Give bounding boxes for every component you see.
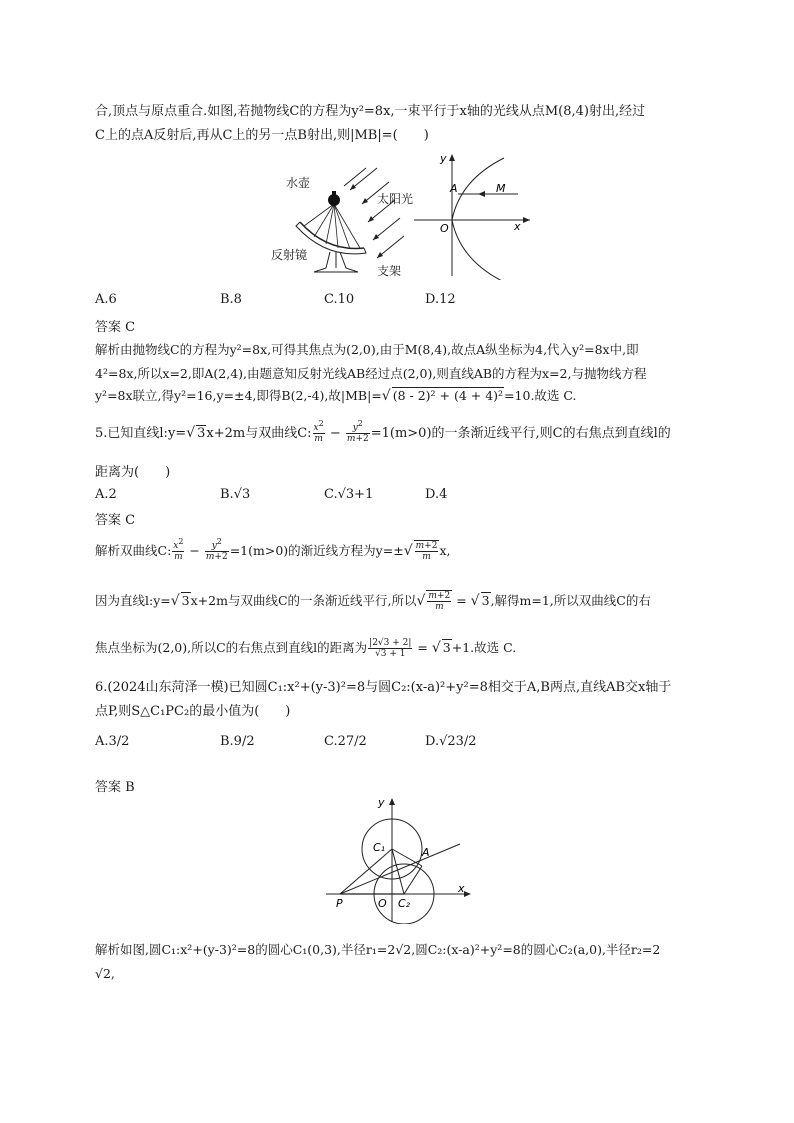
q5-stem-line2: 距离为( ) <box>95 465 171 480</box>
circles-p-label: P <box>336 897 343 910</box>
q5-stem-a: 5.已知直线l:y= <box>95 426 187 441</box>
circles-y-label: y <box>378 796 385 809</box>
q5-sol2-b: x+2m与双曲线C的一条渐近线平行,所以 <box>190 593 417 608</box>
fig-label-sunlight: 太阳光 <box>377 192 414 206</box>
q6-solution-line2: √2, <box>95 966 115 981</box>
parabola-figure <box>412 150 538 280</box>
q4-solution-line3-a: y²=8x联立,得y²=16,y=±4,即得B(2,-4),故|MB|= <box>95 388 382 403</box>
q6-option-a: A.3/2 <box>95 734 130 749</box>
q6-stem-line1: 6.(2024山东菏泽一模)已知圆C₁:x²+(y-3)²=8与圆C₂:(x-a)²+y²=8相交于A,B两点,直线AB交x轴于 <box>95 680 672 695</box>
q5-option-c: C.√3+1 <box>324 487 374 502</box>
q4-option-a: A.6 <box>95 292 117 307</box>
q5-sol2-a: 因为直线l:y= <box>95 593 171 608</box>
circles-o-label: O <box>378 897 387 910</box>
fig-label-kettle: 水壶 <box>286 176 311 190</box>
parabola-y-label: y <box>440 152 447 165</box>
q6-option-c: C.27/2 <box>324 734 367 749</box>
parabola-x-label: x <box>514 220 521 233</box>
parabola-point-m-label: M <box>496 182 506 195</box>
q4-answer: 答案 C <box>95 320 136 335</box>
q5-stem-line1: 5.已知直线l:y=√ 3x+2m与双曲线C: $\frac{x^2}{m}$ − $\frac{y^2}{m+2}$ =1(m>0)的一条渐近线平行,则C的右焦点到直线l的 <box>95 419 671 444</box>
q5-sol1-b: =1(m>0)的渐近线方程为y=± <box>229 543 404 558</box>
q4-stem-line1: 合,顶点与原点重合.如图,若抛物线C的方程为y²=8x,一束平行于x轴的光线从点M(8,4)射出,经过 <box>95 104 646 119</box>
q4-solution-line2: 4²=8x,所以x=2,即A(2,4),由题意知反射光线AB经过点(2,0),则直线AB的方程为x=2,与抛物线方程 <box>95 366 647 381</box>
circles-x-label: x <box>458 882 465 895</box>
q5-solution-line2: 因为直线l:y=√ 3x+2m与双曲线C的一条渐近线平行,所以√ $\frac{m+2}{m}$ = √ 3,解得m=1,所以双曲线C的右 <box>95 591 651 612</box>
q4-solution-line3: y²=8x联立,得y²=16,y=±4,即得B(2,-4),故|MB|=√ (8 - 2)² + (4 + 4)²=10.故选 C. <box>95 388 577 404</box>
q5-stem-b: x+2m与双曲线C: <box>206 426 312 441</box>
parabola-point-a-label: A <box>450 182 458 195</box>
q4-stem-line2: C上的点A反射后,再从C上的另一点B射出,则|MB|=( ) <box>95 128 429 143</box>
circles-a-label: A <box>422 846 430 859</box>
q5-sol3-a: 焦点坐标为(2,0),所以C的右焦点到直线l的距离为 <box>95 640 368 655</box>
parabola-origin-label: O <box>440 222 449 235</box>
q5-sol1-a: 解析双曲线C: <box>95 543 172 558</box>
fig-label-mirror: 反射镜 <box>271 248 308 262</box>
q4-option-b: B.8 <box>220 292 242 307</box>
q4-solution-radicand: (8 - 2)² + (4 + 4)² <box>392 388 504 403</box>
circles-c2-label: C₂ <box>398 897 411 910</box>
q4-solution-line1: 解析由抛物线C的方程为y²=8x,可得其焦点为(2,0),由于M(8,4),故点A纵坐标为4,代入y²=8x中,即 <box>95 342 639 357</box>
q6-option-d: D.√23/2 <box>425 734 477 749</box>
q6-solution-line1: 解析如图,圆C₁:x²+(y-3)²=8的圆心C₁(0,3),半径r₁=2√2,圆C₂:(x-a)²+y²=8的圆心C₂(a,0),半径r₂=2 <box>95 942 661 957</box>
q4-option-d: D.12 <box>425 292 456 307</box>
circles-figure <box>326 794 476 924</box>
q4-option-c: C.10 <box>324 292 355 307</box>
q5-sol3-b: +1.故选 C. <box>451 640 517 655</box>
q5-sol2-c: ,解得m=1,所以双曲线C的右 <box>490 593 651 608</box>
q5-option-b: B.√3 <box>220 487 251 502</box>
q5-stem-c: =1(m>0)的一条渐近线平行,则C的右焦点到直线l的 <box>370 426 671 441</box>
q4-solution-line3-b: =10.故选 C. <box>504 388 577 403</box>
q5-sol1-c: x, <box>439 543 451 558</box>
q5-solution-line3: 焦点坐标为(2,0),所以C的右焦点到直线l的距离为 $\frac{|2√3 + 2|}{√3 + 1}$ = √ 3+1.故选 C. <box>95 638 517 659</box>
q6-stem-line2: 点P,则S△C₁PC₂的最小值为( ) <box>95 704 291 719</box>
q5-answer: 答案 C <box>95 513 136 528</box>
q6-option-b: B.9/2 <box>220 734 255 749</box>
q5-option-d: D.4 <box>425 487 448 502</box>
q6-answer: 答案 B <box>95 780 135 795</box>
q5-solution-line1: 解析双曲线C: $\frac{x^2}{m}$ − $\frac{y^2}{m+2}$ =1(m>0)的渐近线方程为y=±√ $\frac{m+2}{m}$ x, <box>95 537 451 562</box>
circles-c1-label: C₁ <box>373 841 386 854</box>
fig-label-stand: 支架 <box>377 264 402 278</box>
q5-option-a: A.2 <box>95 487 117 502</box>
